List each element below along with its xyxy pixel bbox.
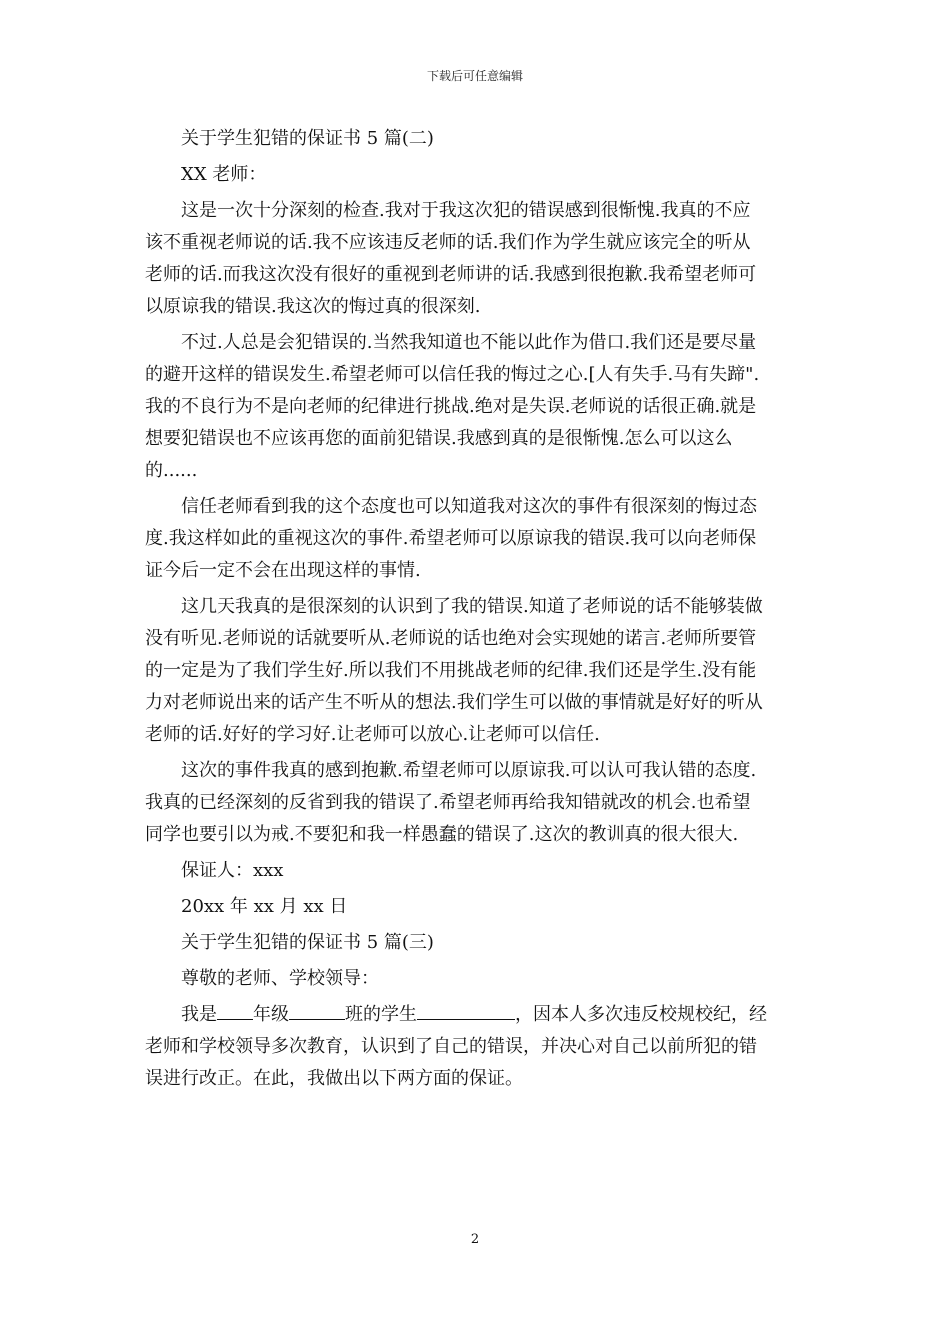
- date: 20xx 年 xx 月 xx 日: [181, 896, 348, 917]
- student-name-blank: [417, 999, 515, 1020]
- section3-paragraph-1: 我是 年级 班的学生 ，因本人多次违反校规校纪，经 老师和学校领导多次教育，认识到了自己的错误，并决心对自己以前所犯的错 误进行改正。在此，我做出以下两方面的保证。: [145, 999, 807, 1095]
- paragraph-2: 不过.人总是会犯错误的.当然我知道也不能以此作为借口.我们还是要尽量 的避开这样的错误发生.希望老师可以信任我的悔过之心.[人有失手.马有失蹄". 我的不良行为不是向老师的纪律进行挑战.绝对是失误.老师说的话很正确.就是 想要犯错误也不应该再您的面前犯错误.我感到真的是很惭愧.怎么可以这么 的......: [145, 332, 760, 481]
- paragraph-4: 这几天我真的是很深刻的认识到了我的错误.知道了老师说的话不能够装做 没有听见.老师说的话就要听从.老师说的话也绝对会实现她的诺言.老师所要管 的一定是为了我们学生好.所以我们不用挑战老师的纪律.我们还是学生.没有能 力对老师说出来的话产生不听从的想法.我们学生可以做的事情就是好好的听从 老师的话.好好的学习好.让老师可以放心.让老师可以信任.: [145, 596, 763, 745]
- grade-blank: [217, 999, 253, 1020]
- paragraph-5: 这次的事件我真的感到抱歉.希望老师可以原谅我.可以认可我认错的态度. 我真的已经深刻的反省到我的错误了.希望老师再给我知错就改的机会.也希望 同学也要引以为戒.不要犯和我一样愚蠢的错误了.这次的教训真的很大很大.: [145, 760, 757, 845]
- fill-in-line: 我是 年级 班的学生 ，因本人多次违反校规校纪，经: [145, 999, 807, 1031]
- page-header: 下载后可任意编辑: [426, 69, 523, 83]
- signature: 保证人：xxx: [181, 860, 284, 881]
- paragraph-1: 这是一次十分深刻的检查.我对于我这次犯的错误感到很惭愧.我真的不应 该不重视老师说的话.我不应该违反老师的话.我们作为学生就应该完全的听从 老师的话.而我这次没有很好的重视到老师讲的话.我感到很抱歉.我希望老师可 以原谅我的错误.我这次的悔过真的很深刻.: [145, 200, 757, 317]
- section3-salutation: 尊敬的老师、学校领导：: [181, 968, 379, 989]
- document-body: [145, 123, 807, 1099]
- section2-salutation: XX 老师：: [181, 164, 267, 185]
- class-blank: [289, 999, 345, 1020]
- paragraph-3: 信任老师看到我的这个态度也可以知道我对这次的事件有很深刻的悔过态 度.我这样如此的重视这次的事件.希望老师可以原谅我的错误.我可以向老师保 证今后一定不会在出现这样的事情.: [145, 496, 757, 581]
- section2-title: 关于学生犯错的保证书 5 篇(二): [181, 128, 434, 149]
- page-number: 2: [470, 1232, 480, 1247]
- section3-title: 关于学生犯错的保证书 5 篇(三): [181, 932, 434, 953]
